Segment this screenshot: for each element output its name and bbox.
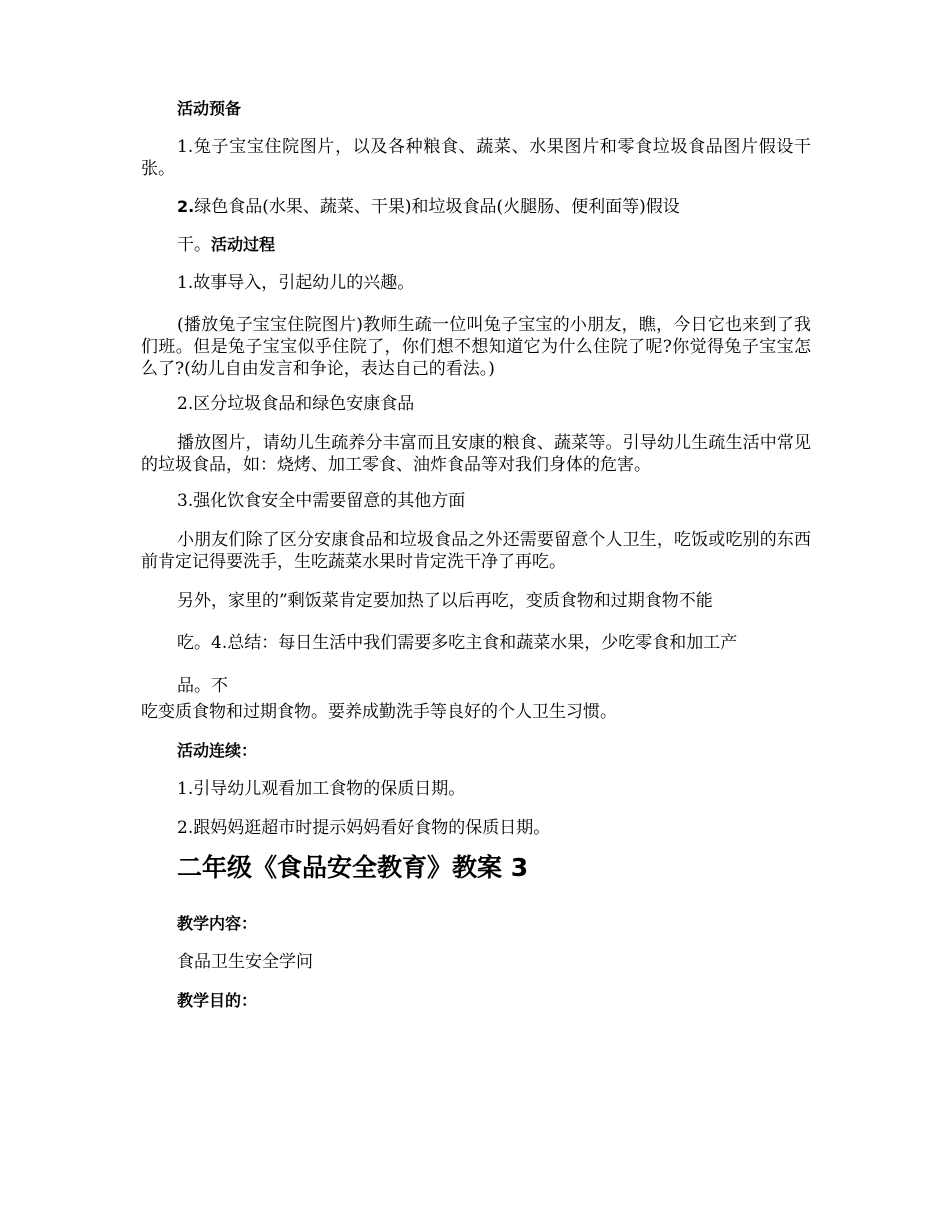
extend-item-1: 1.引导幼儿观看加工食物的保质日期。: [177, 779, 466, 799]
process-heading: 活动过程: [211, 235, 276, 254]
step-1-paragraph: (播放兔子宝宝住院图片)教师生疏一位叫兔子宝宝的小朋友，瞧，今日它也来到了我们班。但是兔子宝宝似乎住院了，你们想不想知道它为什么住院了呢?你觉得兔子宝宝怎么了?(幼儿自由发言和争论，表达自己的看法。): [141, 315, 811, 379]
process-heading-line: [177, 234, 275, 256]
step-2-title: 2.区分垃圾食品和绿色安康食品: [177, 394, 415, 414]
step-3-paragraph: 小朋友们除了区分安康食品和垃圾食品之外还需要留意个人卫生，吃饭或吃别的东西前肯定记得要洗手，生吃蔬菜水果时肯定洗干净了再吃。: [141, 530, 811, 572]
step-4-continued-2: 吃变质食物和过期食物。要养成勤洗手等良好的个人卫生习惯。: [141, 702, 617, 722]
content-text: 食品卫生安全学问: [177, 952, 313, 972]
extend-item-2: 2.跟妈妈逛超市时提示妈妈看好食物的保质日期。: [177, 818, 551, 838]
prep-item-2-number: 2.: [177, 197, 195, 216]
step-3-title: 3.强化饮食安全中需要留意的其他方面: [177, 491, 466, 511]
prep-item-2-continued: 干。: [177, 235, 211, 255]
prep-item-2-text: 绿色食品(水果、蔬菜、干果)和垃圾食品(火腿肠、便利面等)假设: [194, 197, 680, 217]
step-4-line: 吃。4.总结：每日生活中我们需要多吃主食和蔬菜水果，少吃零食和加工产: [177, 633, 738, 653]
prep-item-2: [177, 196, 680, 218]
step-3-line-2: 另外，家里的”剩饭菜肯定要加热了以后再吃，变质食物和过期食物不能: [177, 591, 713, 611]
prep-heading: 活动预备: [177, 99, 242, 118]
prep-item-1: 1.兔子宝宝住院图片，以及各种粮食、蔬菜、水果图片和零食垃圾食品图片假设干张。: [141, 137, 811, 179]
lesson-3-title: 二年级《食品安全教育》教案 3: [177, 853, 529, 882]
content-heading: 教学内容：: [177, 914, 258, 933]
step-1-title: 1.故事导入，引起幼儿的兴趣。: [177, 273, 415, 293]
goal-heading: 教学目的：: [177, 991, 258, 1010]
step-4-continued: 品。不: [177, 676, 228, 696]
step-2-paragraph: 播放图片，请幼儿生疏养分丰富而且安康的粮食、蔬菜等。引导幼儿生疏生活中常见的垃圾食品，如：烧烤、加工零食、油炸食品等对我们身体的危害。: [141, 433, 811, 475]
extend-heading: 活动连续：: [177, 741, 258, 760]
